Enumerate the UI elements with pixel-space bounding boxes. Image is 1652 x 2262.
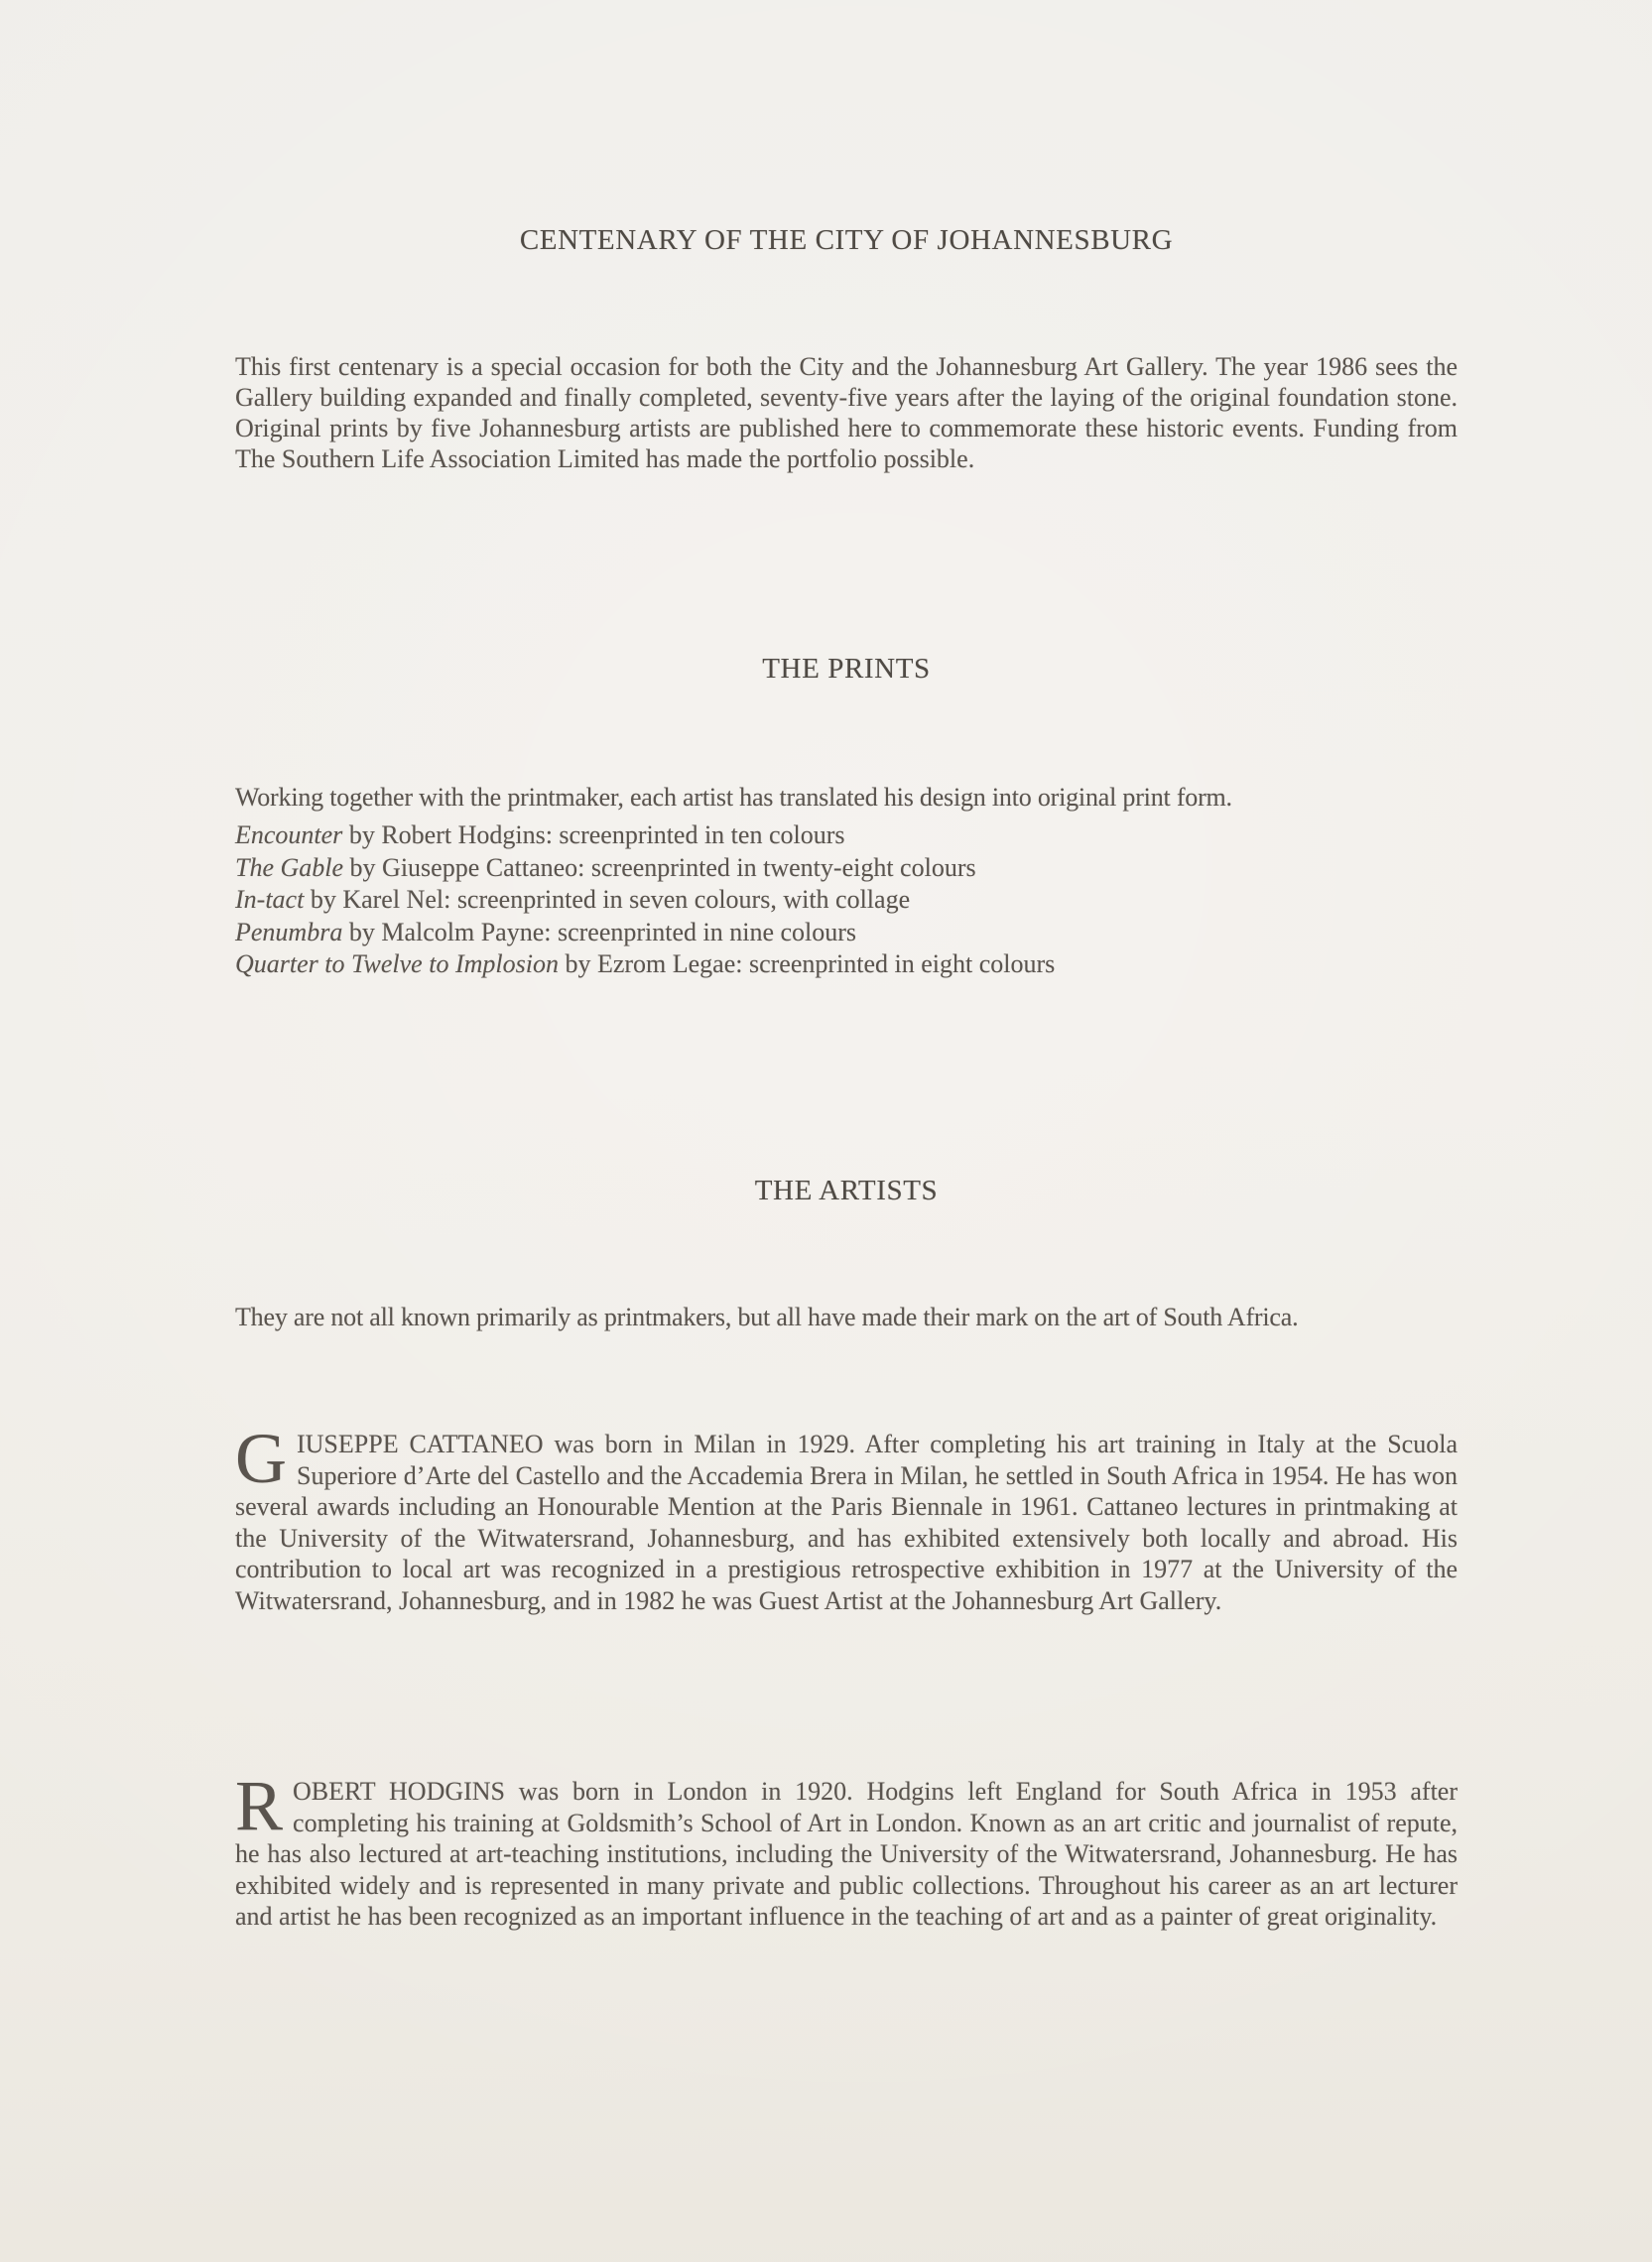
print-list xyxy=(235,819,1458,981)
print-title: In-tact xyxy=(235,885,305,914)
print-title: Quarter to Twelve to Implosion xyxy=(235,949,559,978)
print-list-item xyxy=(235,948,1458,981)
bio-text: was born in Milan in 1929. After completing his art training in Italy at the Scuola Superiore d’Arte del Castello and the Accademia Brera in Milan, he settled in South Africa in 1954. He has won several awards including an Honourable Mention at the Paris Biennale in 1961. Cattaneo lectures in printmaking at the University of the Witwatersrand, Johannesburg, and has exhibited extensively both locally and abroad. His contribution to local art was recognized in a prestigious retrospective exhibition in 1977 at the University of the Witwatersrand, Johannesburg, and in 1982 he was Guest Artist at the Johannesburg Art Gallery. xyxy=(235,1430,1458,1615)
prints-section-heading: THE PRINTS xyxy=(762,653,931,685)
intro-paragraph: This first centenary is a special occasion for both the City and the Johannesburg Art Gallery. The year 1986 sees the Gallery building expanded and finally completed, seventy-five years after the laying of the original foundation stone. Original prints by five Johannesburg artists are published here to commemorate these historic events. Funding from The Southern Life Association Limited has made the portfolio possible. xyxy=(235,352,1458,473)
print-detail: by Giuseppe Cattaneo: screenprinted in twenty-eight colours xyxy=(343,852,976,882)
print-detail: by Robert Hodgins: screenprinted in ten colours xyxy=(342,820,845,849)
print-detail: by Karel Nel: screenprinted in seven colours, with collage xyxy=(304,885,911,914)
print-list-item xyxy=(235,852,1458,885)
print-title: Penumbra xyxy=(235,917,343,946)
print-detail: by Ezrom Legae: screenprinted in eight colours xyxy=(558,949,1056,978)
print-list-item xyxy=(235,819,1458,852)
artists-section-heading: THE ARTISTS xyxy=(754,1175,939,1206)
prints-lead-sentence: Working together with the printmaker, each artist has translated his design into original print form. xyxy=(235,783,1232,812)
print-detail: by Malcolm Payne: screenprinted in nine colours xyxy=(342,917,857,946)
artist-name: IUSEPPE CATTANEO xyxy=(297,1430,544,1458)
print-list-item xyxy=(235,917,1458,949)
bio-cattaneo xyxy=(235,1419,1458,1616)
dropcap-letter: G xyxy=(235,1419,287,1498)
dropcap-letter: R xyxy=(235,1766,284,1845)
artists-lead-sentence: They are not all known primarily as printmakers, but all have made their mark on the art of South Africa. xyxy=(235,1303,1299,1331)
bio-hodgins xyxy=(235,1766,1458,1933)
print-title: The Gable xyxy=(235,852,344,882)
page-title: CENTENARY OF THE CITY OF JOHANNESBURG xyxy=(519,224,1174,256)
print-title: Encounter xyxy=(235,820,343,849)
artist-name: OBERT HODGINS xyxy=(293,1777,506,1806)
bio-text: was born in London in 1920. Hodgins left England for South Africa in 1953 after completing his training at Goldsmith’s School of Art in London. Known as an art critic and journalist of repute, he has also lectured at art-teaching institutions, including the University of the Witwatersrand, Johannesburg. He has exhibited widely and is represented in many private and public collections. Throughout his career as an art lecturer and artist he has been recognized as an important influence in the teaching of art and as a painter of great originality. xyxy=(235,1777,1458,1931)
print-list-item xyxy=(235,884,1458,917)
